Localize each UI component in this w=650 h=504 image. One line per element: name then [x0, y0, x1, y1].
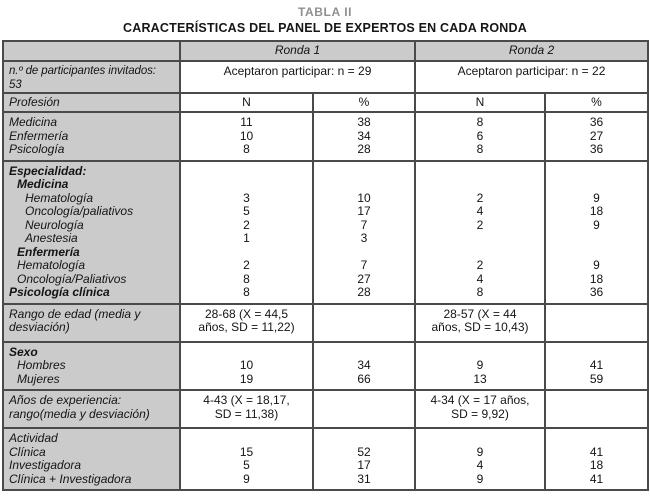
- row-label: Medicina: [3, 112, 180, 130]
- value-cell: 34: [313, 359, 415, 373]
- value-cell: 3: [180, 192, 313, 206]
- ronda1-header: Ronda 1: [180, 41, 415, 61]
- col-header-n: N: [180, 93, 313, 112]
- table-number: TABLA II: [297, 5, 353, 19]
- value-cell: [415, 178, 545, 192]
- value-cell: 66: [313, 373, 415, 391]
- cell-line: desviación): [9, 320, 70, 334]
- value-cell: 2: [180, 219, 313, 233]
- value-cell: [415, 342, 545, 360]
- value-cell: 28: [313, 286, 415, 304]
- col-header-n: N: [415, 93, 545, 112]
- value-cell: [313, 342, 415, 360]
- value-cell: 9: [545, 259, 648, 273]
- value-cell: 8: [415, 112, 545, 130]
- value-cell: 36: [545, 112, 648, 130]
- row-label: Especialidad:: [3, 161, 180, 179]
- row-label: Psicología clínica: [3, 286, 180, 304]
- value-cell: 8: [415, 286, 545, 304]
- cell-line: años, SD = 10,43): [431, 320, 529, 334]
- corner-cell: [3, 41, 180, 61]
- value-cell: 9: [415, 359, 545, 373]
- table-row: [3, 286, 648, 304]
- table-row: [3, 390, 648, 428]
- value-cell: 59: [545, 373, 648, 391]
- row-label: Actividad: [3, 428, 180, 446]
- table-row: [3, 130, 648, 144]
- value-cell: 10: [180, 359, 313, 373]
- table-row: [3, 192, 648, 206]
- value-cell: 17: [313, 459, 415, 473]
- value-cell: 6: [415, 130, 545, 144]
- row-label: Medicina: [3, 178, 180, 192]
- table-row: [3, 446, 648, 460]
- table-row: [3, 143, 648, 161]
- value-cell: 38: [313, 112, 415, 130]
- value-cell: 9: [180, 473, 313, 491]
- cell-line: 53: [9, 78, 22, 91]
- cell-line: rango(media y desviación): [9, 406, 150, 421]
- value-cell: [415, 161, 545, 179]
- value-cell: 5: [180, 459, 313, 473]
- table-row: [3, 41, 648, 61]
- row-label: Neurología: [3, 219, 180, 233]
- value-cell: [545, 342, 648, 360]
- value-cell: 7: [313, 219, 415, 233]
- value-cell: [415, 246, 545, 260]
- value-cell: 4: [415, 459, 545, 473]
- row-label: Enfermería: [3, 246, 180, 260]
- table-row: [3, 259, 648, 273]
- cell-line: 4-43 (X = 18,17,: [203, 393, 290, 407]
- accepted-ronda2: Aceptaron participar: n = 22: [415, 61, 648, 93]
- value-cell: 18: [545, 205, 648, 219]
- value-cell: 8: [180, 143, 313, 161]
- value-cell: [313, 161, 415, 179]
- table-caption-block: [0, 0, 650, 35]
- value-cell: 52: [313, 446, 415, 460]
- value-cell: [180, 342, 313, 360]
- table-row: [3, 93, 648, 112]
- value-cell: 9: [415, 473, 545, 491]
- table-row: [3, 273, 648, 287]
- table-row: [3, 232, 648, 246]
- row-label: Clínica: [3, 446, 180, 460]
- value-cell: 11: [180, 112, 313, 130]
- cell-line: SD = 11,38): [214, 406, 279, 421]
- ronda2-header: Ronda 2: [415, 41, 648, 61]
- value-cell: 2: [415, 219, 545, 233]
- value-cell: 8: [180, 286, 313, 304]
- value-cell: 1: [180, 232, 313, 246]
- value-cell: 41: [545, 473, 648, 491]
- value-cell: [180, 178, 313, 192]
- value-cell: [545, 246, 648, 260]
- value-cell: 9: [545, 219, 648, 233]
- value-cell: 10: [180, 130, 313, 144]
- value-cell: 36: [545, 143, 648, 161]
- value-cell: [415, 304, 545, 342]
- cell-line: 28-68 (X = 44,5: [204, 306, 289, 321]
- cell-line: Rango de edad (media y: [9, 306, 141, 321]
- value-cell: [545, 390, 648, 428]
- table-row: [3, 373, 648, 391]
- value-cell: 2: [415, 192, 545, 206]
- row-label: [3, 304, 180, 342]
- row-label: Enfermería: [3, 130, 180, 144]
- value-cell: 2: [180, 259, 313, 273]
- row-label: Hematología: [3, 192, 180, 206]
- row-label: Mujeres: [3, 373, 180, 391]
- value-cell: 4: [415, 273, 545, 287]
- value-cell: [180, 428, 313, 446]
- value-cell: 4: [415, 205, 545, 219]
- value-cell: [545, 428, 648, 446]
- table-row: [3, 359, 648, 373]
- page-title: CARACTERÍSTICAS DEL PANEL DE EXPERTOS EN CADA RONDA: [123, 21, 527, 35]
- table-row: [3, 304, 648, 342]
- expert-panel-table: [2, 40, 649, 491]
- table-row: [3, 473, 648, 491]
- table-row: [3, 246, 648, 260]
- value-cell: 18: [545, 273, 648, 287]
- value-cell: 2: [415, 259, 545, 273]
- value-cell: [415, 390, 545, 428]
- value-cell: 41: [545, 446, 648, 460]
- table-row: [3, 161, 648, 179]
- value-cell: [180, 390, 313, 428]
- cell-line: 4-34 (X = 17 años,: [430, 393, 530, 407]
- row-label: Hombres: [3, 359, 180, 373]
- accepted-ronda1: Aceptaron participar: n = 29: [180, 61, 415, 93]
- value-cell: [313, 390, 415, 428]
- value-cell: 18: [545, 459, 648, 473]
- value-cell: 9: [545, 192, 648, 206]
- value-cell: 13: [415, 373, 545, 391]
- value-cell: 15: [180, 446, 313, 460]
- value-cell: 17: [313, 205, 415, 219]
- value-cell: [313, 428, 415, 446]
- value-cell: [180, 246, 313, 260]
- value-cell: 41: [545, 359, 648, 373]
- value-cell: [415, 428, 545, 446]
- cell-line: Años de experiencia:: [9, 393, 122, 407]
- value-cell: 8: [180, 273, 313, 287]
- cell-line: SD = 9,92): [451, 406, 509, 421]
- value-cell: 19: [180, 373, 313, 391]
- row-label: Investigadora: [3, 459, 180, 473]
- value-cell: [545, 304, 648, 342]
- value-cell: 3: [313, 232, 415, 246]
- value-cell: 9: [415, 446, 545, 460]
- value-cell: 27: [545, 130, 648, 144]
- value-cell: 36: [545, 286, 648, 304]
- table-row: [3, 428, 648, 446]
- value-cell: 27: [313, 273, 415, 287]
- value-cell: [415, 232, 545, 246]
- row-label: [3, 390, 180, 428]
- value-cell: [313, 246, 415, 260]
- table-row: [3, 112, 648, 130]
- value-cell: 5: [180, 205, 313, 219]
- invited-label: [3, 61, 180, 93]
- value-cell: [545, 232, 648, 246]
- value-cell: 10: [313, 192, 415, 206]
- table-row: [3, 205, 648, 219]
- table-row: [3, 459, 648, 473]
- value-cell: [545, 178, 648, 192]
- value-cell: [545, 161, 648, 179]
- table-row: [3, 342, 648, 360]
- row-label: Hematología: [3, 259, 180, 273]
- value-cell: 34: [313, 130, 415, 144]
- value-cell: 28: [313, 143, 415, 161]
- table-row: [3, 219, 648, 233]
- table-row: [3, 61, 648, 93]
- row-label: Anestesia: [3, 232, 180, 246]
- cell-line: n.º de participantes invitados:: [9, 65, 156, 77]
- value-cell: 7: [313, 259, 415, 273]
- row-label: Oncología/paliativos: [3, 205, 180, 219]
- value-cell: 8: [415, 143, 545, 161]
- col-header-pct: %: [313, 93, 415, 112]
- value-cell: [313, 304, 415, 342]
- cell-line: años, SD = 11,22): [198, 320, 295, 334]
- col-header-pct: %: [545, 93, 648, 112]
- row-label: Sexo: [3, 342, 180, 360]
- table-row: [3, 178, 648, 192]
- value-cell: [180, 304, 313, 342]
- row-label: Oncología/Paliativos: [3, 273, 180, 287]
- cell-line: 28-57 (X = 44: [443, 306, 517, 321]
- value-cell: [313, 178, 415, 192]
- value-cell: [180, 161, 313, 179]
- row-label: Clínica + Investigadora: [3, 473, 180, 491]
- value-cell: 31: [313, 473, 415, 491]
- row-label: Psicología: [3, 143, 180, 161]
- profesion-header: Profesión: [3, 93, 180, 112]
